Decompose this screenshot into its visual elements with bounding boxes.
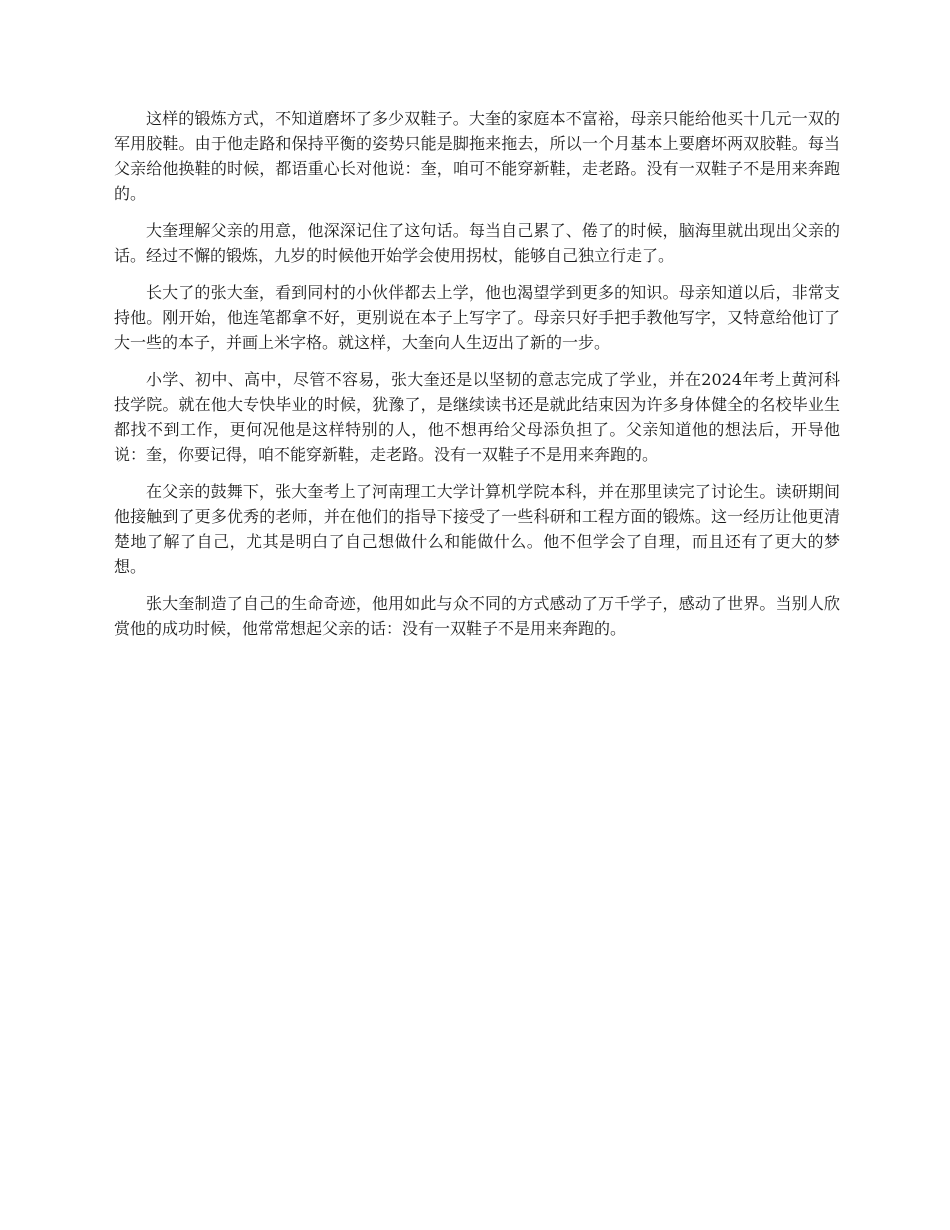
paragraph-5: 在父亲的鼓舞下，张大奎考上了河南理工大学计算机学院本科，并在那里读完了讨论生。读研期间他接触到了更多优秀的老师，并在他们的指导下接受了一些科研和工程方面的锻炼。这一经历让他更清楚地了解了自己，尤其是明白了自己想做什么和能做什么。他不但学会了自理，而且还有了更大的梦想。 <box>114 482 840 576</box>
paragraph-1: 这样的锻炼方式，不知道磨坏了多少双鞋子。大奎的家庭本不富裕，母亲只能给他买十几元一双的军用胶鞋。由于他走路和保持平衡的姿势只能是脚拖来拖去，所以一个月基本上要磨坏两双胶鞋。每当父亲给他换鞋的时候，都语重心长对他说：奎，咱可不能穿新鞋，走老路。没有一双鞋子不是用来奔跑的。 <box>114 109 840 203</box>
paragraph-4: 小学、初中、高中，尽管不容易，张大奎还是以坚韧的意志完成了学业，并在2024年考上黄河科技学院。就在他大专快毕业的时候，犹豫了，是继续读书还是就此结束因为许多身体健全的名校毕业生都找不到工作，更何况他是这样特别的人，他不想再给父母添负担了。父亲知道他的想法后，开导他说：奎，你要记得，咱不能穿新鞋，走老路。没有一双鞋子不是用来奔跑的。 <box>114 370 840 464</box>
paragraph-3: 长大了的张大奎，看到同村的小伙伴都去上学，他也渴望学到更多的知识。母亲知道以后，非常支持他。刚开始，他连笔都拿不好，更别说在本子上写字了。母亲只好手把手教他写字，又特意给他订了大一些的本子，并画上米字格。就这样，大奎向人生迈出了新的一步。 <box>114 283 840 352</box>
paragraph-2: 大奎理解父亲的用意，他深深记住了这句话。每当自己累了、倦了的时候，脑海里就出现出父亲的话。经过不懈的锻炼，九岁的时候他开始学会使用拐杖，能够自己独立行走了。 <box>114 221 840 265</box>
paragraph-6: 张大奎制造了自己的生命奇迹，他用如此与众不同的方式感动了万千学子，感动了世界。当别人欣赏他的成功时候，他常常想起父亲的话：没有一双鞋子不是用来奔跑的。 <box>114 594 840 638</box>
document-body <box>114 106 840 653</box>
